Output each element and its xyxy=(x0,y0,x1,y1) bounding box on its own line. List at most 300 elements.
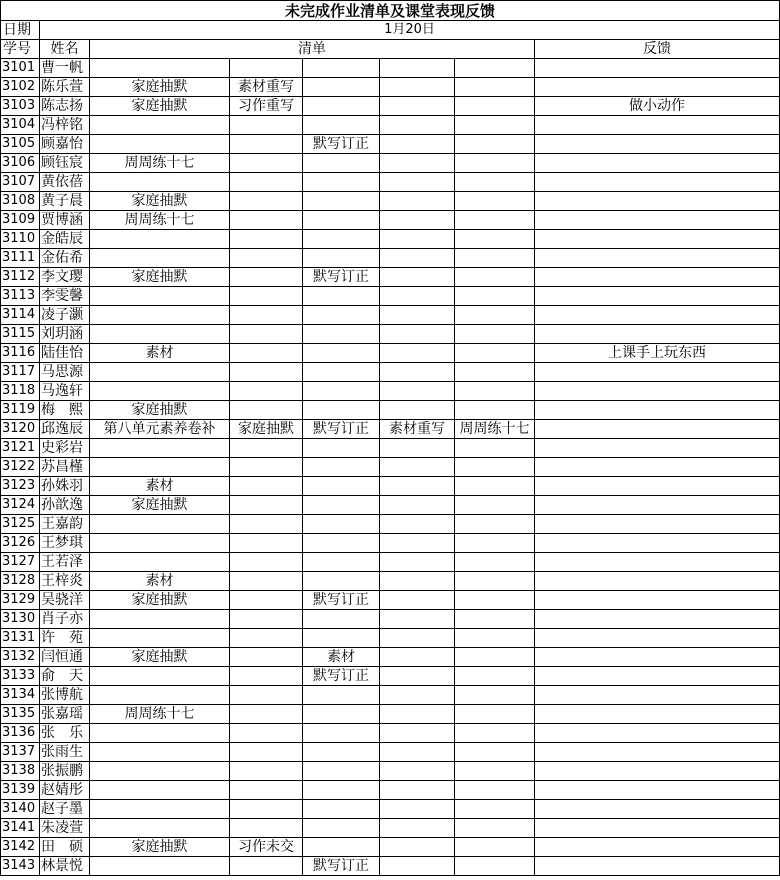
feedback-cell[interactable] xyxy=(535,192,780,211)
student-name-cell[interactable]: 苏昌槿 xyxy=(40,458,90,477)
feedback-cell[interactable] xyxy=(535,534,780,553)
homework-cell[interactable] xyxy=(230,743,303,762)
student-name-cell[interactable]: 张雨生 xyxy=(40,743,90,762)
homework-cell[interactable] xyxy=(90,686,230,705)
header-name[interactable]: 姓名 xyxy=(40,40,90,59)
homework-cell[interactable] xyxy=(380,97,455,116)
homework-cell[interactable] xyxy=(380,534,455,553)
student-name-cell[interactable]: 顾钰宸 xyxy=(40,154,90,173)
homework-cell[interactable] xyxy=(303,78,380,97)
homework-cell[interactable] xyxy=(230,401,303,420)
homework-cell[interactable] xyxy=(380,211,455,230)
homework-cell[interactable] xyxy=(380,287,455,306)
homework-cell[interactable] xyxy=(90,610,230,629)
homework-cell[interactable] xyxy=(230,686,303,705)
student-id-cell[interactable]: 3134 xyxy=(1,686,40,705)
student-id-cell[interactable]: 3129 xyxy=(1,591,40,610)
homework-cell[interactable] xyxy=(455,173,535,192)
homework-cell[interactable] xyxy=(230,306,303,325)
student-id-cell[interactable]: 3126 xyxy=(1,534,40,553)
homework-cell[interactable] xyxy=(455,154,535,173)
homework-cell[interactable] xyxy=(230,154,303,173)
homework-cell[interactable] xyxy=(230,610,303,629)
homework-cell[interactable] xyxy=(455,59,535,78)
student-id-cell[interactable]: 3133 xyxy=(1,667,40,686)
homework-cell[interactable] xyxy=(455,382,535,401)
student-name-cell[interactable]: 贾博涵 xyxy=(40,211,90,230)
feedback-cell[interactable] xyxy=(535,363,780,382)
student-name-cell[interactable]: 孙姝羽 xyxy=(40,477,90,496)
homework-cell[interactable] xyxy=(303,173,380,192)
feedback-cell[interactable] xyxy=(535,515,780,534)
homework-cell[interactable] xyxy=(455,135,535,154)
homework-cell[interactable] xyxy=(380,610,455,629)
student-id-cell[interactable]: 3125 xyxy=(1,515,40,534)
student-name-cell[interactable]: 吴骁洋 xyxy=(40,591,90,610)
homework-cell[interactable] xyxy=(303,439,380,458)
homework-cell[interactable] xyxy=(230,439,303,458)
homework-cell[interactable] xyxy=(303,496,380,515)
homework-cell[interactable] xyxy=(90,857,230,876)
homework-cell[interactable] xyxy=(455,705,535,724)
homework-cell[interactable] xyxy=(303,344,380,363)
student-name-cell[interactable]: 马逸轩 xyxy=(40,382,90,401)
homework-cell[interactable] xyxy=(455,230,535,249)
student-id-cell[interactable]: 3118 xyxy=(1,382,40,401)
homework-cell[interactable] xyxy=(380,743,455,762)
homework-cell[interactable] xyxy=(90,515,230,534)
student-id-cell[interactable]: 3142 xyxy=(1,838,40,857)
homework-cell[interactable] xyxy=(230,211,303,230)
student-id-cell[interactable]: 3140 xyxy=(1,800,40,819)
homework-cell[interactable] xyxy=(230,629,303,648)
feedback-cell[interactable] xyxy=(535,819,780,838)
student-id-cell[interactable]: 3120 xyxy=(1,420,40,439)
student-id-cell[interactable]: 3141 xyxy=(1,819,40,838)
feedback-cell[interactable] xyxy=(535,553,780,572)
homework-cell[interactable]: 家庭抽默 xyxy=(90,401,230,420)
student-name-cell[interactable]: 马思源 xyxy=(40,363,90,382)
student-name-cell[interactable]: 俞 天 xyxy=(40,667,90,686)
homework-cell[interactable] xyxy=(303,572,380,591)
homework-cell[interactable] xyxy=(230,553,303,572)
homework-cell[interactable] xyxy=(380,325,455,344)
homework-cell[interactable] xyxy=(380,458,455,477)
feedback-cell[interactable]: 做小动作 xyxy=(535,97,780,116)
homework-cell[interactable] xyxy=(230,724,303,743)
homework-cell[interactable] xyxy=(90,230,230,249)
feedback-cell[interactable] xyxy=(535,648,780,667)
homework-cell[interactable] xyxy=(303,211,380,230)
student-name-cell[interactable]: 金佑希 xyxy=(40,249,90,268)
feedback-cell[interactable] xyxy=(535,173,780,192)
student-name-cell[interactable]: 肖子亦 xyxy=(40,610,90,629)
student-name-cell[interactable]: 冯梓铭 xyxy=(40,116,90,135)
homework-cell[interactable]: 素材 xyxy=(303,648,380,667)
homework-cell[interactable] xyxy=(90,743,230,762)
homework-cell[interactable] xyxy=(380,116,455,135)
homework-cell[interactable]: 周周练十七 xyxy=(90,211,230,230)
homework-cell[interactable] xyxy=(230,116,303,135)
student-name-cell[interactable]: 黄子晨 xyxy=(40,192,90,211)
homework-cell[interactable] xyxy=(380,515,455,534)
homework-cell[interactable] xyxy=(230,268,303,287)
homework-cell[interactable] xyxy=(380,154,455,173)
homework-cell[interactable] xyxy=(380,382,455,401)
date-label[interactable]: 日期 xyxy=(1,21,40,40)
homework-cell[interactable] xyxy=(90,382,230,401)
homework-cell[interactable] xyxy=(303,192,380,211)
homework-cell[interactable] xyxy=(455,477,535,496)
homework-cell[interactable] xyxy=(230,667,303,686)
student-name-cell[interactable]: 金皓辰 xyxy=(40,230,90,249)
homework-cell[interactable] xyxy=(230,781,303,800)
student-id-cell[interactable]: 3138 xyxy=(1,762,40,781)
homework-cell[interactable] xyxy=(230,344,303,363)
homework-cell[interactable] xyxy=(380,591,455,610)
student-name-cell[interactable]: 赵子墨 xyxy=(40,800,90,819)
homework-cell[interactable] xyxy=(380,401,455,420)
student-name-cell[interactable]: 张 乐 xyxy=(40,724,90,743)
student-name-cell[interactable]: 王若泽 xyxy=(40,553,90,572)
student-name-cell[interactable]: 王梦琪 xyxy=(40,534,90,553)
homework-cell[interactable]: 习作重写 xyxy=(230,97,303,116)
homework-cell[interactable] xyxy=(303,97,380,116)
homework-cell[interactable] xyxy=(380,192,455,211)
homework-cell[interactable] xyxy=(303,515,380,534)
feedback-cell[interactable] xyxy=(535,306,780,325)
homework-cell[interactable] xyxy=(455,401,535,420)
student-name-cell[interactable]: 李雯馨 xyxy=(40,287,90,306)
homework-cell[interactable] xyxy=(380,477,455,496)
student-id-cell[interactable]: 3143 xyxy=(1,857,40,876)
homework-cell[interactable] xyxy=(455,819,535,838)
feedback-cell[interactable] xyxy=(535,268,780,287)
student-id-cell[interactable]: 3114 xyxy=(1,306,40,325)
feedback-cell[interactable] xyxy=(535,230,780,249)
homework-cell[interactable] xyxy=(230,762,303,781)
homework-cell[interactable] xyxy=(380,819,455,838)
homework-cell[interactable] xyxy=(230,59,303,78)
homework-cell[interactable] xyxy=(230,515,303,534)
homework-cell[interactable] xyxy=(380,781,455,800)
homework-cell[interactable] xyxy=(303,629,380,648)
feedback-cell[interactable] xyxy=(535,59,780,78)
homework-cell[interactable] xyxy=(455,724,535,743)
feedback-cell[interactable] xyxy=(535,705,780,724)
student-name-cell[interactable]: 王梓炎 xyxy=(40,572,90,591)
homework-cell[interactable] xyxy=(455,287,535,306)
homework-cell[interactable] xyxy=(455,344,535,363)
homework-cell[interactable] xyxy=(380,572,455,591)
student-name-cell[interactable]: 闫恒通 xyxy=(40,648,90,667)
homework-cell[interactable] xyxy=(230,287,303,306)
homework-cell[interactable]: 家庭抽默 xyxy=(90,97,230,116)
student-name-cell[interactable]: 曹一帆 xyxy=(40,59,90,78)
homework-cell[interactable] xyxy=(455,857,535,876)
student-name-cell[interactable]: 梅 熙 xyxy=(40,401,90,420)
homework-cell[interactable] xyxy=(380,629,455,648)
feedback-cell[interactable] xyxy=(535,211,780,230)
feedback-cell[interactable] xyxy=(535,572,780,591)
homework-cell[interactable] xyxy=(303,116,380,135)
homework-cell[interactable] xyxy=(380,344,455,363)
homework-cell[interactable] xyxy=(90,306,230,325)
homework-cell[interactable] xyxy=(230,572,303,591)
homework-cell[interactable] xyxy=(303,458,380,477)
student-name-cell[interactable]: 林景悦 xyxy=(40,857,90,876)
homework-cell[interactable] xyxy=(455,591,535,610)
homework-cell[interactable] xyxy=(303,724,380,743)
homework-cell[interactable] xyxy=(303,781,380,800)
student-name-cell[interactable]: 刘玥涵 xyxy=(40,325,90,344)
homework-cell[interactable]: 素材 xyxy=(90,344,230,363)
homework-cell[interactable]: 默写订正 xyxy=(303,420,380,439)
homework-cell[interactable] xyxy=(380,686,455,705)
feedback-cell[interactable] xyxy=(535,610,780,629)
homework-cell[interactable] xyxy=(230,819,303,838)
feedback-cell[interactable]: 上课手上玩东西 xyxy=(535,344,780,363)
homework-cell[interactable]: 素材重写 xyxy=(230,78,303,97)
homework-cell[interactable] xyxy=(455,325,535,344)
sheet-title[interactable]: 未完成作业清单及课堂表现反馈 xyxy=(1,1,780,21)
student-name-cell[interactable]: 陆佳怡 xyxy=(40,344,90,363)
feedback-cell[interactable] xyxy=(535,458,780,477)
student-id-cell[interactable]: 3116 xyxy=(1,344,40,363)
homework-cell[interactable] xyxy=(380,363,455,382)
homework-cell[interactable] xyxy=(303,287,380,306)
student-name-cell[interactable]: 田 硕 xyxy=(40,838,90,857)
homework-cell[interactable] xyxy=(380,230,455,249)
student-name-cell[interactable]: 陈志扬 xyxy=(40,97,90,116)
homework-cell[interactable]: 家庭抽默 xyxy=(90,838,230,857)
feedback-cell[interactable] xyxy=(535,496,780,515)
student-id-cell[interactable]: 3109 xyxy=(1,211,40,230)
homework-cell[interactable]: 默写订正 xyxy=(303,667,380,686)
homework-cell[interactable] xyxy=(380,857,455,876)
homework-cell[interactable] xyxy=(380,667,455,686)
homework-cell[interactable] xyxy=(455,800,535,819)
homework-cell[interactable] xyxy=(380,800,455,819)
header-student-id[interactable]: 学号 xyxy=(1,40,40,59)
homework-cell[interactable]: 素材 xyxy=(90,572,230,591)
homework-cell[interactable] xyxy=(455,116,535,135)
homework-cell[interactable] xyxy=(303,762,380,781)
homework-cell[interactable]: 默写订正 xyxy=(303,135,380,154)
homework-cell[interactable] xyxy=(303,325,380,344)
homework-cell[interactable] xyxy=(90,800,230,819)
homework-cell[interactable] xyxy=(303,363,380,382)
homework-cell[interactable] xyxy=(455,363,535,382)
homework-cell[interactable] xyxy=(230,363,303,382)
student-id-cell[interactable]: 3102 xyxy=(1,78,40,97)
feedback-cell[interactable] xyxy=(535,325,780,344)
student-id-cell[interactable]: 3127 xyxy=(1,553,40,572)
homework-cell[interactable]: 周周练十七 xyxy=(90,705,230,724)
student-id-cell[interactable]: 3123 xyxy=(1,477,40,496)
homework-cell[interactable] xyxy=(455,762,535,781)
homework-cell[interactable] xyxy=(230,325,303,344)
homework-cell[interactable] xyxy=(230,173,303,192)
homework-cell[interactable] xyxy=(380,553,455,572)
homework-cell[interactable] xyxy=(455,648,535,667)
homework-cell[interactable] xyxy=(455,439,535,458)
homework-cell[interactable] xyxy=(303,705,380,724)
feedback-cell[interactable] xyxy=(535,420,780,439)
homework-cell[interactable] xyxy=(455,306,535,325)
student-id-cell[interactable]: 3139 xyxy=(1,781,40,800)
homework-cell[interactable] xyxy=(455,78,535,97)
student-id-cell[interactable]: 3111 xyxy=(1,249,40,268)
homework-cell[interactable] xyxy=(90,59,230,78)
student-id-cell[interactable]: 3115 xyxy=(1,325,40,344)
homework-cell[interactable] xyxy=(455,743,535,762)
homework-cell[interactable] xyxy=(230,800,303,819)
homework-cell[interactable] xyxy=(380,249,455,268)
student-id-cell[interactable]: 3122 xyxy=(1,458,40,477)
homework-cell[interactable]: 周周练十七 xyxy=(90,154,230,173)
student-id-cell[interactable]: 3113 xyxy=(1,287,40,306)
homework-cell[interactable] xyxy=(90,819,230,838)
student-id-cell[interactable]: 3137 xyxy=(1,743,40,762)
student-name-cell[interactable]: 王嘉韵 xyxy=(40,515,90,534)
homework-cell[interactable] xyxy=(455,534,535,553)
homework-cell[interactable] xyxy=(455,249,535,268)
homework-cell[interactable]: 家庭抽默 xyxy=(90,648,230,667)
homework-cell[interactable] xyxy=(230,382,303,401)
feedback-cell[interactable] xyxy=(535,439,780,458)
homework-cell[interactable] xyxy=(230,857,303,876)
homework-cell[interactable] xyxy=(303,819,380,838)
homework-cell[interactable] xyxy=(230,477,303,496)
feedback-cell[interactable] xyxy=(535,78,780,97)
student-name-cell[interactable]: 赵婧彤 xyxy=(40,781,90,800)
homework-cell[interactable]: 习作未交 xyxy=(230,838,303,857)
student-id-cell[interactable]: 3103 xyxy=(1,97,40,116)
homework-cell[interactable] xyxy=(90,724,230,743)
homework-cell[interactable] xyxy=(303,686,380,705)
homework-cell[interactable] xyxy=(230,534,303,553)
homework-cell[interactable] xyxy=(455,667,535,686)
homework-cell[interactable] xyxy=(90,458,230,477)
homework-cell[interactable] xyxy=(90,325,230,344)
student-name-cell[interactable]: 孙歆逸 xyxy=(40,496,90,515)
homework-cell[interactable] xyxy=(455,268,535,287)
homework-cell[interactable] xyxy=(230,192,303,211)
homework-cell[interactable] xyxy=(380,173,455,192)
homework-cell[interactable] xyxy=(303,477,380,496)
homework-cell[interactable] xyxy=(380,268,455,287)
student-id-cell[interactable]: 3108 xyxy=(1,192,40,211)
homework-cell[interactable] xyxy=(455,211,535,230)
feedback-cell[interactable] xyxy=(535,382,780,401)
student-name-cell[interactable]: 张嘉瑶 xyxy=(40,705,90,724)
homework-cell[interactable] xyxy=(230,705,303,724)
student-id-cell[interactable]: 3112 xyxy=(1,268,40,287)
homework-cell[interactable] xyxy=(90,249,230,268)
homework-cell[interactable] xyxy=(90,629,230,648)
homework-cell[interactable] xyxy=(230,591,303,610)
homework-cell[interactable]: 家庭抽默 xyxy=(90,192,230,211)
homework-cell[interactable] xyxy=(303,743,380,762)
homework-cell[interactable] xyxy=(303,249,380,268)
homework-cell[interactable] xyxy=(380,306,455,325)
student-id-cell[interactable]: 3124 xyxy=(1,496,40,515)
homework-cell[interactable] xyxy=(455,781,535,800)
homework-cell[interactable] xyxy=(90,439,230,458)
student-name-cell[interactable]: 顾嘉怡 xyxy=(40,135,90,154)
homework-cell[interactable] xyxy=(230,458,303,477)
student-id-cell[interactable]: 3105 xyxy=(1,135,40,154)
feedback-cell[interactable] xyxy=(535,249,780,268)
feedback-cell[interactable] xyxy=(535,857,780,876)
homework-cell[interactable]: 家庭抽默 xyxy=(90,591,230,610)
feedback-cell[interactable] xyxy=(535,135,780,154)
homework-cell[interactable]: 默写订正 xyxy=(303,268,380,287)
feedback-cell[interactable] xyxy=(535,800,780,819)
student-id-cell[interactable]: 3110 xyxy=(1,230,40,249)
feedback-cell[interactable] xyxy=(535,401,780,420)
homework-cell[interactable]: 家庭抽默 xyxy=(90,268,230,287)
homework-cell[interactable] xyxy=(380,496,455,515)
homework-cell[interactable] xyxy=(303,610,380,629)
homework-cell[interactable] xyxy=(90,173,230,192)
homework-cell[interactable] xyxy=(303,800,380,819)
homework-cell[interactable]: 默写订正 xyxy=(303,857,380,876)
homework-cell[interactable] xyxy=(90,534,230,553)
homework-cell[interactable] xyxy=(455,553,535,572)
feedback-cell[interactable] xyxy=(535,116,780,135)
homework-cell[interactable] xyxy=(455,97,535,116)
student-id-cell[interactable]: 3132 xyxy=(1,648,40,667)
homework-cell[interactable] xyxy=(303,306,380,325)
homework-cell[interactable]: 第八单元素养卷补 xyxy=(90,420,230,439)
homework-cell[interactable]: 默写订正 xyxy=(303,591,380,610)
homework-cell[interactable] xyxy=(303,154,380,173)
homework-cell[interactable] xyxy=(455,515,535,534)
homework-cell[interactable] xyxy=(303,553,380,572)
student-name-cell[interactable]: 史彩岩 xyxy=(40,439,90,458)
homework-cell[interactable] xyxy=(455,686,535,705)
homework-cell[interactable] xyxy=(380,59,455,78)
homework-cell[interactable] xyxy=(380,705,455,724)
header-feedback[interactable]: 反馈 xyxy=(535,40,780,59)
homework-cell[interactable] xyxy=(90,553,230,572)
feedback-cell[interactable] xyxy=(535,477,780,496)
student-name-cell[interactable]: 许 苑 xyxy=(40,629,90,648)
student-name-cell[interactable]: 黄依蓓 xyxy=(40,173,90,192)
homework-cell[interactable]: 家庭抽默 xyxy=(90,496,230,515)
homework-cell[interactable] xyxy=(303,59,380,78)
homework-cell[interactable] xyxy=(230,496,303,515)
homework-cell[interactable] xyxy=(455,838,535,857)
homework-cell[interactable]: 素材重写 xyxy=(380,420,455,439)
homework-cell[interactable] xyxy=(90,363,230,382)
student-name-cell[interactable]: 张振鹏 xyxy=(40,762,90,781)
homework-cell[interactable] xyxy=(380,724,455,743)
homework-cell[interactable] xyxy=(90,135,230,154)
feedback-cell[interactable] xyxy=(535,667,780,686)
homework-cell[interactable] xyxy=(455,629,535,648)
student-name-cell[interactable]: 张博航 xyxy=(40,686,90,705)
student-name-cell[interactable]: 凌子灏 xyxy=(40,306,90,325)
homework-cell[interactable] xyxy=(380,838,455,857)
student-name-cell[interactable]: 邱逸辰 xyxy=(40,420,90,439)
feedback-cell[interactable] xyxy=(535,743,780,762)
feedback-cell[interactable] xyxy=(535,629,780,648)
homework-cell[interactable] xyxy=(230,648,303,667)
homework-cell[interactable] xyxy=(455,572,535,591)
